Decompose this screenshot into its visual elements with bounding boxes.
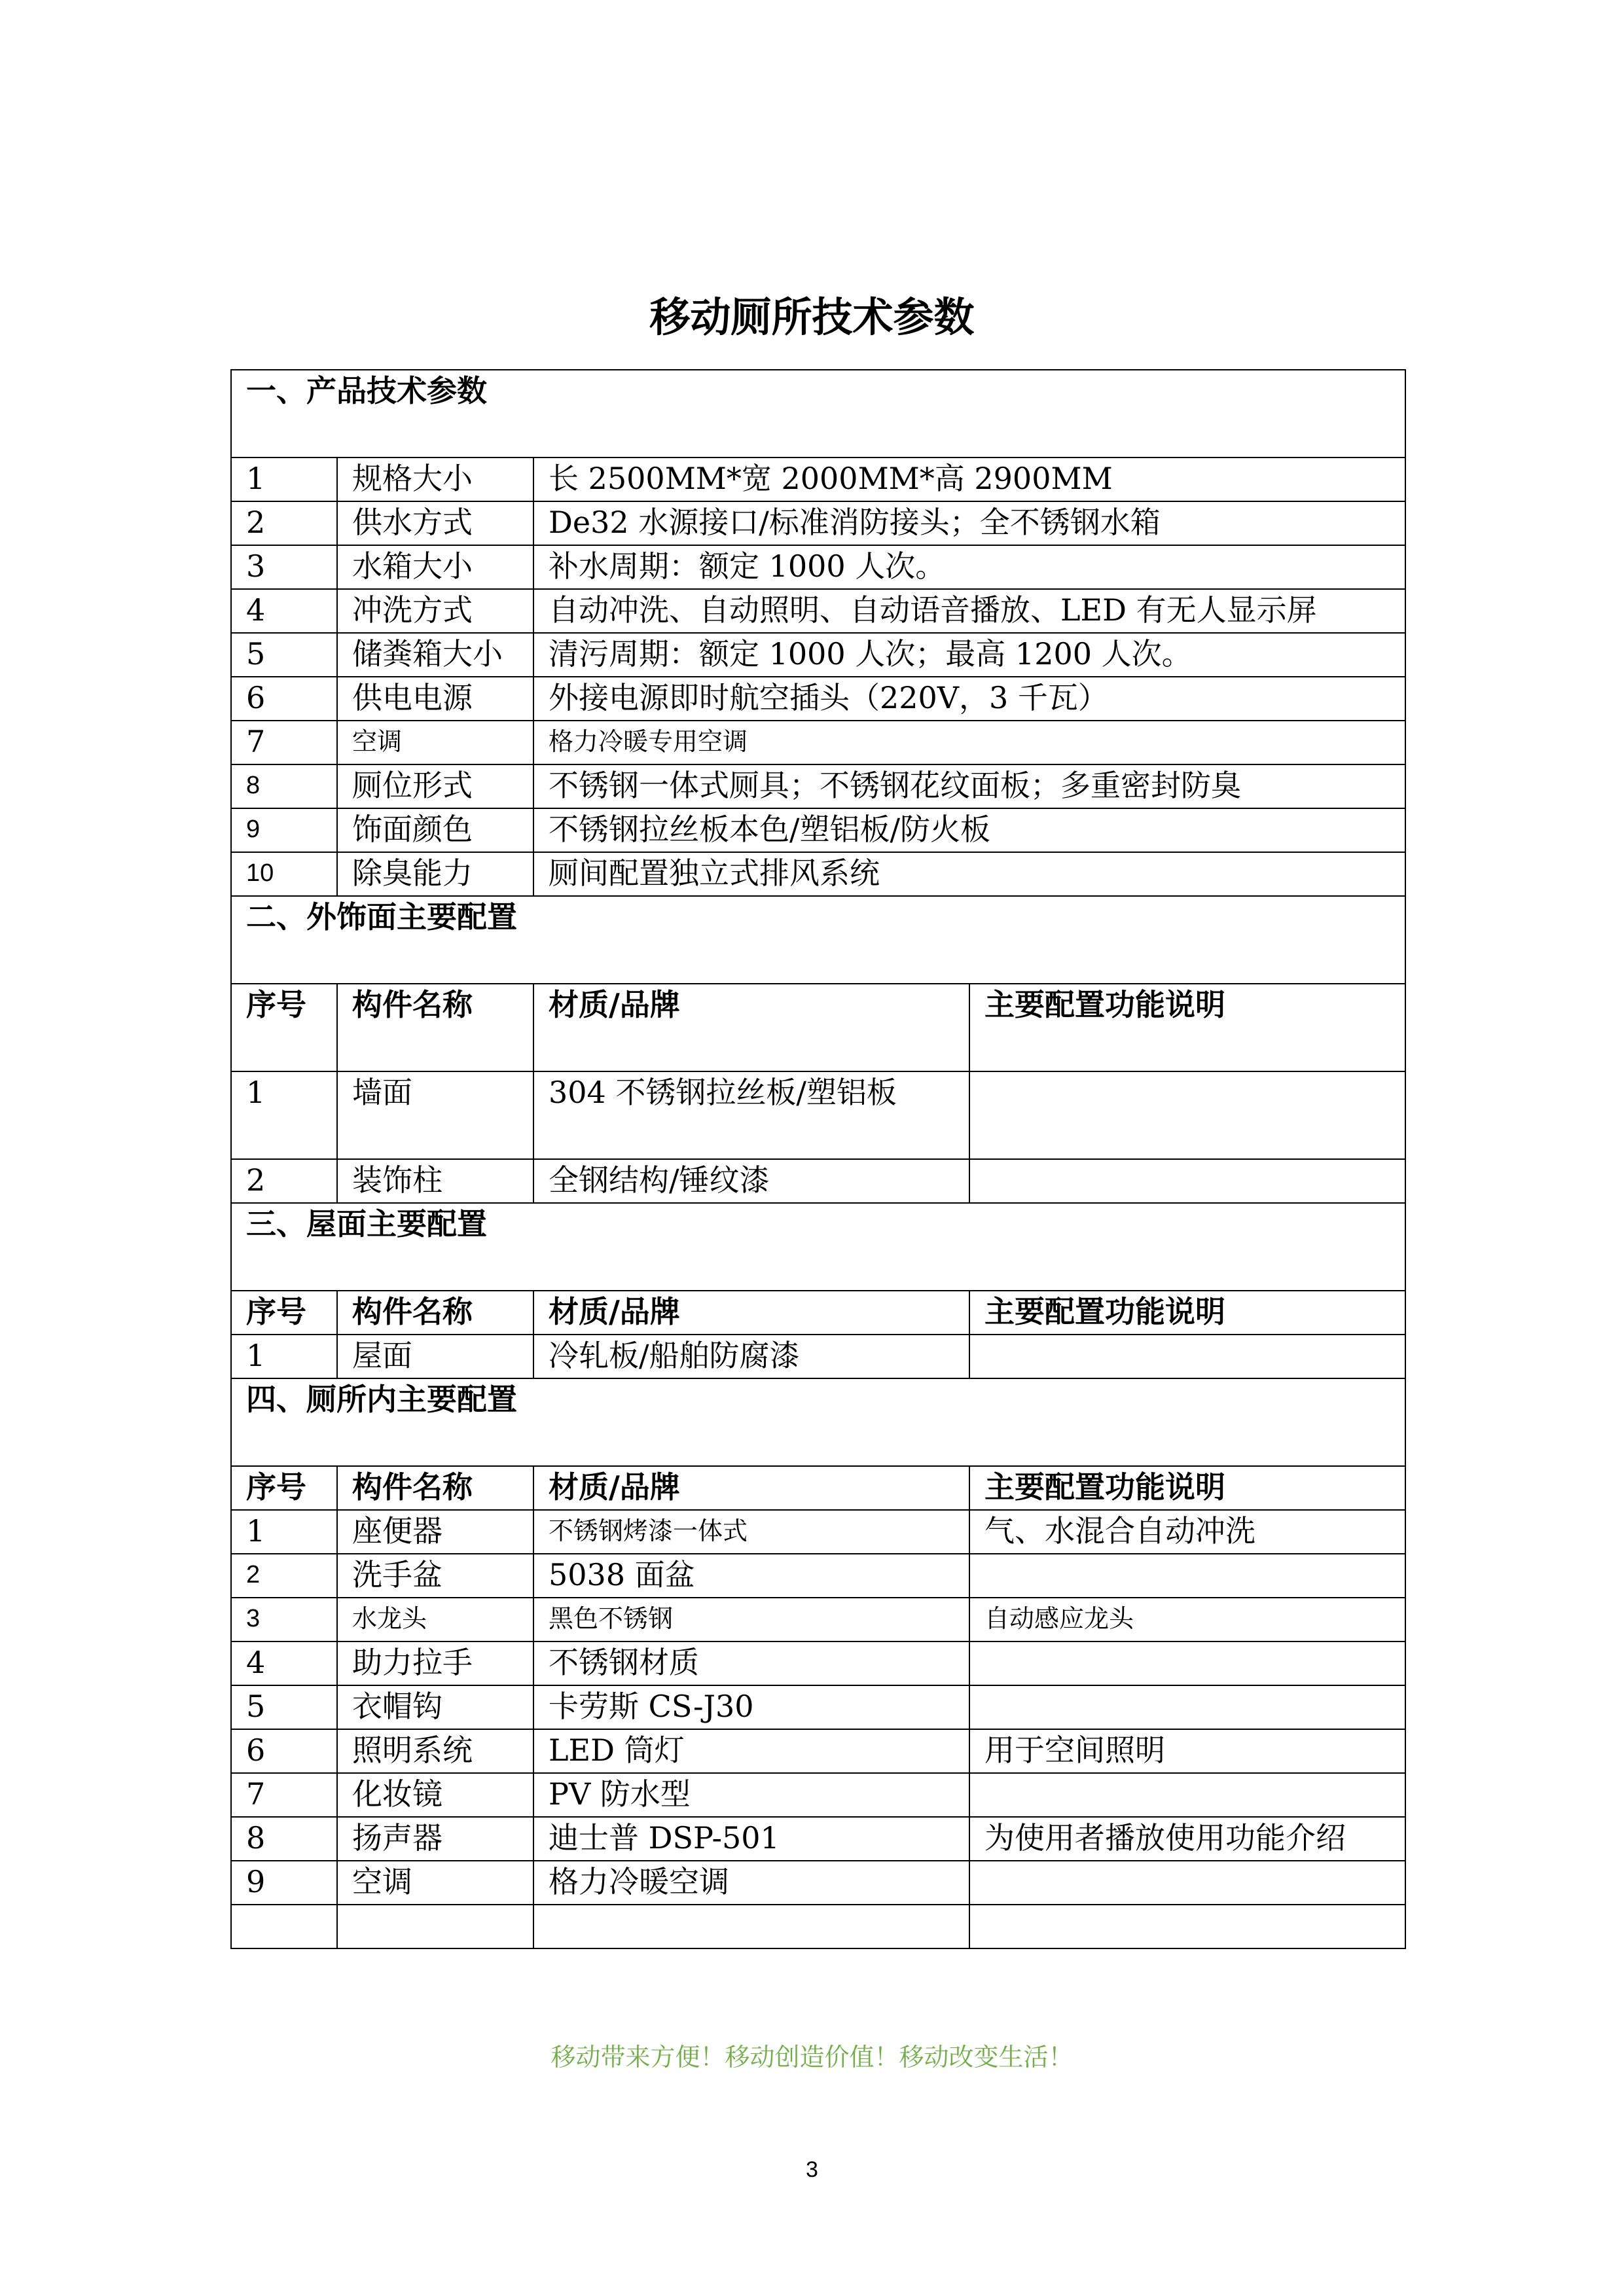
function-description: 气、水混合自动冲洗 xyxy=(969,1510,1405,1554)
param-value: 清污周期：额定 1000 人次；最高 1200 人次。 xyxy=(533,633,1405,677)
column-header-name: 构件名称 xyxy=(337,1291,533,1335)
row-number: 1 xyxy=(231,1335,337,1378)
material-brand: 冷轧板/船舶防腐漆 xyxy=(533,1335,969,1378)
param-name: 供电电源 xyxy=(337,677,533,721)
empty-cell xyxy=(969,1905,1405,1948)
param-value: 不锈钢一体式厕具；不锈钢花纹面板；多重密封防臭 xyxy=(533,764,1405,808)
component-name: 墙面 xyxy=(337,1071,533,1159)
table-row xyxy=(231,1773,1405,1817)
component-name: 洗手盆 xyxy=(337,1554,533,1598)
row-number: 10 xyxy=(231,852,337,896)
row-number: 1 xyxy=(231,1071,337,1159)
row-number: 3 xyxy=(231,545,337,589)
param-value: De32 水源接口/标准消防接头；全不锈钢水箱 xyxy=(533,501,1405,545)
param-value: 不锈钢拉丝板本色/塑铝板/防火板 xyxy=(533,808,1405,852)
table-row xyxy=(231,808,1405,852)
material-brand: 304 不锈钢拉丝板/塑铝板 xyxy=(533,1071,969,1159)
function-description xyxy=(969,1641,1405,1685)
component-name: 助力拉手 xyxy=(337,1641,533,1685)
table-row xyxy=(231,1510,1405,1554)
param-name: 饰面颜色 xyxy=(337,808,533,852)
function-description: 用于空间照明 xyxy=(969,1729,1405,1773)
table-row xyxy=(231,1685,1405,1729)
row-number: 9 xyxy=(231,808,337,852)
empty-cell xyxy=(231,1905,337,1948)
param-name: 除臭能力 xyxy=(337,852,533,896)
table-row xyxy=(231,1641,1405,1685)
section-header-row xyxy=(231,896,1405,984)
row-number: 4 xyxy=(231,589,337,633)
section-header-row xyxy=(231,370,1405,457)
table-row xyxy=(231,1071,1405,1159)
column-header-function: 主要配置功能说明 xyxy=(969,984,1405,1071)
column-header-row xyxy=(231,1466,1405,1510)
function-description xyxy=(969,1159,1405,1203)
component-name: 装饰柱 xyxy=(337,1159,533,1203)
function-description xyxy=(969,1685,1405,1729)
material-brand: 迪士普 DSP-501 xyxy=(533,1817,969,1861)
table-row xyxy=(231,1861,1405,1905)
column-header-name: 构件名称 xyxy=(337,984,533,1071)
column-header-no: 序号 xyxy=(231,1466,337,1510)
component-name: 座便器 xyxy=(337,1510,533,1554)
row-number: 6 xyxy=(231,1729,337,1773)
row-number: 2 xyxy=(231,1159,337,1203)
section-heading: 二、外饰面主要配置 xyxy=(231,896,1405,984)
row-number: 3 xyxy=(231,1598,337,1641)
param-name: 规格大小 xyxy=(337,457,533,501)
function-description xyxy=(969,1554,1405,1598)
param-value: 格力冷暖专用空调 xyxy=(533,721,1405,764)
table-row xyxy=(231,589,1405,633)
param-value: 长 2500MM*宽 2000MM*高 2900MM xyxy=(533,457,1405,501)
row-number: 2 xyxy=(231,501,337,545)
row-number: 8 xyxy=(231,764,337,808)
column-header-row xyxy=(231,984,1405,1071)
function-description: 自动感应龙头 xyxy=(969,1598,1405,1641)
material-brand: 5038 面盆 xyxy=(533,1554,969,1598)
component-name: 屋面 xyxy=(337,1335,533,1378)
function-description xyxy=(969,1335,1405,1378)
component-name: 扬声器 xyxy=(337,1817,533,1861)
row-number: 1 xyxy=(231,1510,337,1554)
section-header-row xyxy=(231,1378,1405,1466)
material-brand: 黑色不锈钢 xyxy=(533,1598,969,1641)
column-header-material: 材质/品牌 xyxy=(533,984,969,1071)
column-header-no: 序号 xyxy=(231,984,337,1071)
table-row xyxy=(231,1554,1405,1598)
row-number: 7 xyxy=(231,1773,337,1817)
row-number: 1 xyxy=(231,457,337,501)
param-value: 厕间配置独立式排风系统 xyxy=(533,852,1405,896)
table-row xyxy=(231,633,1405,677)
footer-slogan: 移动带来方便！移动创造价值！移动改变生活！ xyxy=(550,2043,1074,2072)
table-row xyxy=(231,545,1405,589)
material-brand: 卡劳斯 CS-J30 xyxy=(533,1685,969,1729)
component-name: 照明系统 xyxy=(337,1729,533,1773)
row-number: 6 xyxy=(231,677,337,721)
row-number: 4 xyxy=(231,1641,337,1685)
function-description: 为使用者播放使用功能介绍 xyxy=(969,1817,1405,1861)
component-name: 衣帽钩 xyxy=(337,1685,533,1729)
table-row xyxy=(231,1335,1405,1378)
table-row xyxy=(231,501,1405,545)
table-row xyxy=(231,852,1405,896)
table-row xyxy=(231,721,1405,764)
param-name: 储粪箱大小 xyxy=(337,633,533,677)
empty-row xyxy=(231,1905,1405,1948)
table-row xyxy=(231,1159,1405,1203)
param-value: 外接电源即时航空插头（220V，3 千瓦） xyxy=(533,677,1405,721)
material-brand: 格力冷暖空调 xyxy=(533,1861,969,1905)
param-name: 空调 xyxy=(337,721,533,764)
table-row xyxy=(231,1729,1405,1773)
material-brand: 全钢结构/锤纹漆 xyxy=(533,1159,969,1203)
param-value: 补水周期：额定 1000 人次。 xyxy=(533,545,1405,589)
spec-table xyxy=(230,369,1406,1949)
material-brand: 不锈钢烤漆一体式 xyxy=(533,1510,969,1554)
material-brand: LED 筒灯 xyxy=(533,1729,969,1773)
page-number: 3 xyxy=(806,2157,818,2182)
row-number: 7 xyxy=(231,721,337,764)
row-number: 2 xyxy=(231,1554,337,1598)
column-header-row xyxy=(231,1291,1405,1335)
empty-cell xyxy=(533,1905,969,1948)
material-brand: PV 防水型 xyxy=(533,1773,969,1817)
column-header-name: 构件名称 xyxy=(337,1466,533,1510)
param-name: 供水方式 xyxy=(337,501,533,545)
function-description xyxy=(969,1861,1405,1905)
row-number: 9 xyxy=(231,1861,337,1905)
section-heading: 三、屋面主要配置 xyxy=(231,1203,1405,1291)
param-name: 水箱大小 xyxy=(337,545,533,589)
param-name: 冲洗方式 xyxy=(337,589,533,633)
column-header-material: 材质/品牌 xyxy=(533,1291,969,1335)
function-description xyxy=(969,1773,1405,1817)
table-row xyxy=(231,677,1405,721)
row-number: 8 xyxy=(231,1817,337,1861)
component-name: 水龙头 xyxy=(337,1598,533,1641)
empty-cell xyxy=(337,1905,533,1948)
component-name: 化妆镜 xyxy=(337,1773,533,1817)
table-row xyxy=(231,1598,1405,1641)
row-number: 5 xyxy=(231,1685,337,1729)
table-row xyxy=(231,457,1405,501)
param-name: 厕位形式 xyxy=(337,764,533,808)
table-row xyxy=(231,1817,1405,1861)
component-name: 空调 xyxy=(337,1861,533,1905)
column-header-function: 主要配置功能说明 xyxy=(969,1466,1405,1510)
row-number: 5 xyxy=(231,633,337,677)
material-brand: 不锈钢材质 xyxy=(533,1641,969,1685)
param-value: 自动冲洗、自动照明、自动语音播放、LED 有无人显示屏 xyxy=(533,589,1405,633)
function-description xyxy=(969,1071,1405,1159)
section-heading: 四、厕所内主要配置 xyxy=(231,1378,1405,1466)
page-title: 移动厕所技术参数 xyxy=(649,293,975,341)
section-heading: 一、产品技术参数 xyxy=(231,370,1405,457)
section-header-row xyxy=(231,1203,1405,1291)
column-header-function: 主要配置功能说明 xyxy=(969,1291,1405,1335)
column-header-material: 材质/品牌 xyxy=(533,1466,969,1510)
table-row xyxy=(231,764,1405,808)
column-header-no: 序号 xyxy=(231,1291,337,1335)
